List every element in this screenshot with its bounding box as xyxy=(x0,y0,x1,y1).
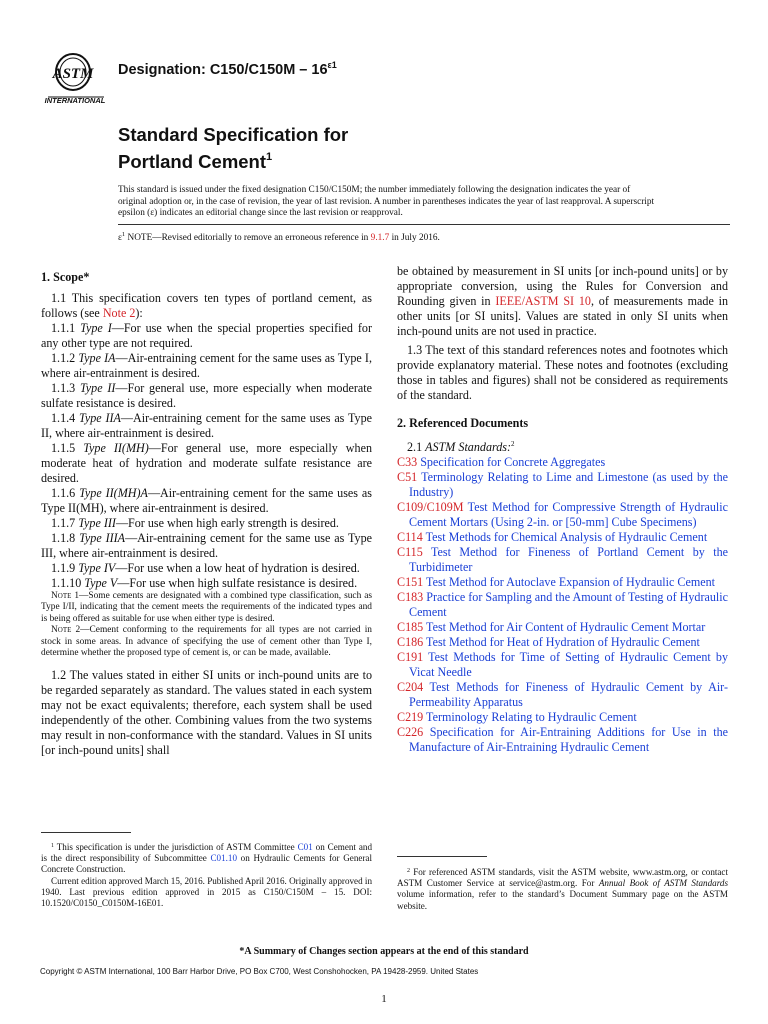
note-2: Note 2—Cement conforming to the requirements for all types are not carried in stock in some areas. In advance of specifying the use of cement other than Type I, determine whether the proposed type of cement is, or can be made, available. xyxy=(41,625,372,659)
section-link-9-1-7[interactable]: 9.1.7 xyxy=(370,233,390,243)
cement-type-name: Type III xyxy=(78,516,116,530)
logo-letters: ASTM xyxy=(52,66,94,82)
reference-item xyxy=(397,635,728,650)
standard-title-link[interactable]: Test Method for Fineness of Portland Cement by the Turbidimeter xyxy=(409,545,728,575)
left-column xyxy=(41,270,372,758)
cement-type-name: Type II(MH)A xyxy=(79,486,148,500)
title-footnote-mark: 1 xyxy=(266,151,273,163)
standard-title-link[interactable]: Test Methods for Time of Setting of Hydraulic Cement by Vicat Needle xyxy=(409,650,728,680)
footnote-1: $^1$ This specification is under the jurisdiction of ASTM Committee C01 on Cement and is the direct responsibility of Subcommittee C01.10 on Hydraulic Cements for General Concrete Construction. Current edition approved March 15, 2016. Published April 2016. Originally approved in 1940. Last previous edition approved in 2015 as C150/C150M – 15. DOI: 10.1520/C0150_C0150M-16E01. xyxy=(41,842,372,909)
footnote-rule-left xyxy=(41,832,131,833)
copyright-line: Copyright © ASTM International, 100 Barr Harbor Drive, PO Box C700, West Conshohocken, PA 19428-2959. United States xyxy=(40,967,479,976)
cement-type-name: Type IIA xyxy=(79,411,121,425)
cement-type-name: Type IA xyxy=(78,351,116,365)
footnote-2: $^2$ For referenced ASTM standards, visit the ASTM website, www.astm.org, or contact ASTM Customer Service at service@astm.org. For Annual Book of ASTM Standards volume information, refer to the standard’s Document Summary page on the ASTM website. xyxy=(397,867,728,911)
reference-item xyxy=(397,590,728,620)
reference-item xyxy=(397,455,728,470)
standard-code-link[interactable]: C51 xyxy=(397,470,418,485)
standard-code-link[interactable]: C219 xyxy=(397,710,424,725)
designation: Designation: $C150/C150M - 16^{\varepsilon 1}$ xyxy=(118,60,337,78)
note-2-link[interactable]: Note 2 xyxy=(102,306,136,320)
astm-standards-subheading: 2.1 ASTM Standards:$^2$ xyxy=(407,440,515,455)
astm-logo xyxy=(42,52,112,108)
cement-type-item: 1.1.10 Type V—For use when high sulfate resistance is desired. xyxy=(51,576,358,590)
para-1-2: 1.2 The values stated in either SI units or inch-pound units are to be regarded separately as standard. The values stated in each system may not be exact equivalents; therefore, each system shall be used independently of the other. Combining values from the two systems may result in non-conformance with the standard. Values in SI units [or inch-pound units] shall xyxy=(41,668,372,758)
standard-code-link[interactable]: C33 xyxy=(397,455,418,470)
reference-item xyxy=(397,530,728,545)
cement-type-item: 1.1.5 Type II(MH)—For general use, more especially when moderate heat of hydration and moderate sulfate resistance are desired. xyxy=(41,441,372,485)
reference-item xyxy=(397,545,728,575)
footnote-rule-right xyxy=(397,856,487,857)
standard-title-link[interactable]: Terminology Relating to Hydraulic Cement xyxy=(426,710,637,725)
cement-type-name: Type I xyxy=(80,321,112,335)
cement-type-item: 1.1.1 Type I—For use when the special properties specified for any other type are not required. xyxy=(41,321,372,350)
cement-type-item: 1.1.8 Type IIIA—Air-entraining cement for the same use as Type III, where air-entrainment is desired. xyxy=(41,531,372,560)
reference-item xyxy=(397,725,728,755)
scope-heading: 1. Scope* xyxy=(41,270,90,284)
reference-item xyxy=(397,680,728,710)
referenced-documents-heading: 2. Referenced Documents xyxy=(397,416,529,430)
standard-code-link[interactable]: C183 xyxy=(397,590,424,605)
epsilon-note: $\varepsilon^1$ NOTE—Revised editorially to remove an erroneous reference in 9.1.7 in July 2016. xyxy=(118,231,440,243)
standard-code-link[interactable]: C114 xyxy=(397,530,423,545)
title-line-2: Portland Cement$^1$ xyxy=(118,151,273,172)
logo-subtext: INTERNATIONAL xyxy=(44,96,106,105)
standard-title-link[interactable]: Specification for Concrete Aggregates xyxy=(420,455,606,470)
reference-item xyxy=(397,650,728,680)
committee-c01-link[interactable]: C01 xyxy=(297,842,313,852)
standard-title-link[interactable]: Terminology Relating to Lime and Limestone (as used by the Industry) xyxy=(409,470,728,500)
cement-type-item: 1.1.3 Type II—For general use, more especially when moderate sulfate resistance is desired. xyxy=(41,381,372,410)
reference-item xyxy=(397,620,728,635)
ieee-astm-si10-link[interactable]: IEEE/ASTM SI 10 xyxy=(495,294,591,308)
title-line-1: Standard Specification for xyxy=(118,124,349,145)
referenced-standards-list xyxy=(397,455,728,755)
cement-type-name: Type II(MH) xyxy=(83,441,149,455)
divider xyxy=(118,224,730,225)
cement-type-name: Type IIIA xyxy=(79,531,126,545)
standard-title-link[interactable]: Specification for Air-Entraining Additions for Use in the Manufacture of Air-Entraining Hydraulic Cement xyxy=(409,725,728,755)
subcommittee-c01-10-link[interactable]: C01.10 xyxy=(210,853,238,864)
standard-code-link[interactable]: C185 xyxy=(397,620,424,635)
issuance-statement: This standard is issued under the fixed designation C150/C150M; the number immediately following the designation indicates the year of original adoption or, in the case of revision, the year of last revision. A number in parentheses indicates the year of last reapproval. A superscript epsilon (ε) indicates an editorial change since the last revision or reapproval. xyxy=(118,185,655,219)
standard-code-link[interactable]: C115 xyxy=(397,545,423,560)
cement-type-name: Type II xyxy=(79,381,116,395)
standard-title-link[interactable]: Test Method for Air Content of Hydraulic Cement Mortar xyxy=(426,620,706,635)
reference-item xyxy=(397,470,728,500)
note-1: Note 1—Some cements are designated with a combined type classification, such as Type I/II, indicating that the cement meets the requirements of the indicated types and is being offered as suitable for use when either type is desired. xyxy=(41,591,372,624)
para-1-3: 1.3 The text of this standard references notes and footnotes which provide explanatory material. These notes and footnotes (excluding those in tables and figures) shall not be considered as requirements of the standard. xyxy=(397,343,728,402)
standard-title-link[interactable]: Test Methods for Chemical Analysis of Hydraulic Cement xyxy=(425,530,708,545)
para-1-2-continued: be obtained by measurement in SI units [or inch-pound units] or by appropriate conversion, using the Rules for Conversion and Rounding given in IEEE/ASTM SI 10, of measurements made in other units [or SI units]. Values are stated in only SI units when inch-pound units are not used in practice. xyxy=(397,264,729,338)
cement-type-name: Type V xyxy=(84,576,118,590)
document-title xyxy=(118,124,348,173)
cement-types-list xyxy=(41,321,372,591)
summary-of-changes-notice: *A Summary of Changes section appears at the end of this standard xyxy=(239,946,529,957)
cement-type-name: Type IV xyxy=(78,561,116,575)
right-column xyxy=(397,264,728,755)
reference-item xyxy=(397,575,728,590)
standard-title-link[interactable]: Test Method for Autoclave Expansion of Hydraulic Cement xyxy=(426,575,716,590)
cement-type-item: 1.1.2 Type IA—Air-entraining cement for the same uses as Type I, where air-entrainment is desired. xyxy=(41,351,372,380)
cement-type-item: 1.1.6 Type II(MH)A—Air-entraining cement for the same uses as Type II(MH), where air-entrainment is desired. xyxy=(41,486,372,515)
page-number: 1 xyxy=(381,993,387,1005)
reference-item xyxy=(397,500,728,530)
standard-title-link[interactable]: Test Method for Compressive Strength of Hydraulic Cement Mortars (Using 2-in. or [50-mm] Cube Specimens) xyxy=(409,500,729,530)
cement-type-item: 1.1.9 Type IV—For use when a low heat of hydration is desired. xyxy=(51,561,360,575)
designation-superscript: ε1 xyxy=(327,60,337,70)
cement-type-item: 1.1.4 Type IIA—Air-entraining cement for the same uses as Type II, where air-entrainment is desired. xyxy=(41,411,372,440)
standard-code-link[interactable]: C109/C109M xyxy=(397,500,464,515)
standard-code-link[interactable]: C204 xyxy=(397,680,424,695)
reference-item xyxy=(397,710,728,725)
standard-code-link[interactable]: C226 xyxy=(397,725,424,740)
standard-code-link[interactable]: C151 xyxy=(397,575,424,590)
standard-code-link[interactable]: C186 xyxy=(397,635,424,650)
standard-title-link[interactable]: Test Methods for Fineness of Hydraulic Cement by Air-Permeability Apparatus xyxy=(409,680,728,710)
standard-code-link[interactable]: C191 xyxy=(397,650,424,665)
standard-title-link[interactable]: Practice for Sampling and the Amount of Testing of Hydraulic Cement xyxy=(409,590,728,620)
para-1-1: 1.1 This specification covers ten types of portland cement, as follows (see Note 2): xyxy=(41,291,372,320)
standard-title-link[interactable]: Test Method for Heat of Hydration of Hydraulic Cement xyxy=(426,635,700,650)
cement-type-item: 1.1.7 Type III—For use when high early strength is desired. xyxy=(51,516,339,530)
